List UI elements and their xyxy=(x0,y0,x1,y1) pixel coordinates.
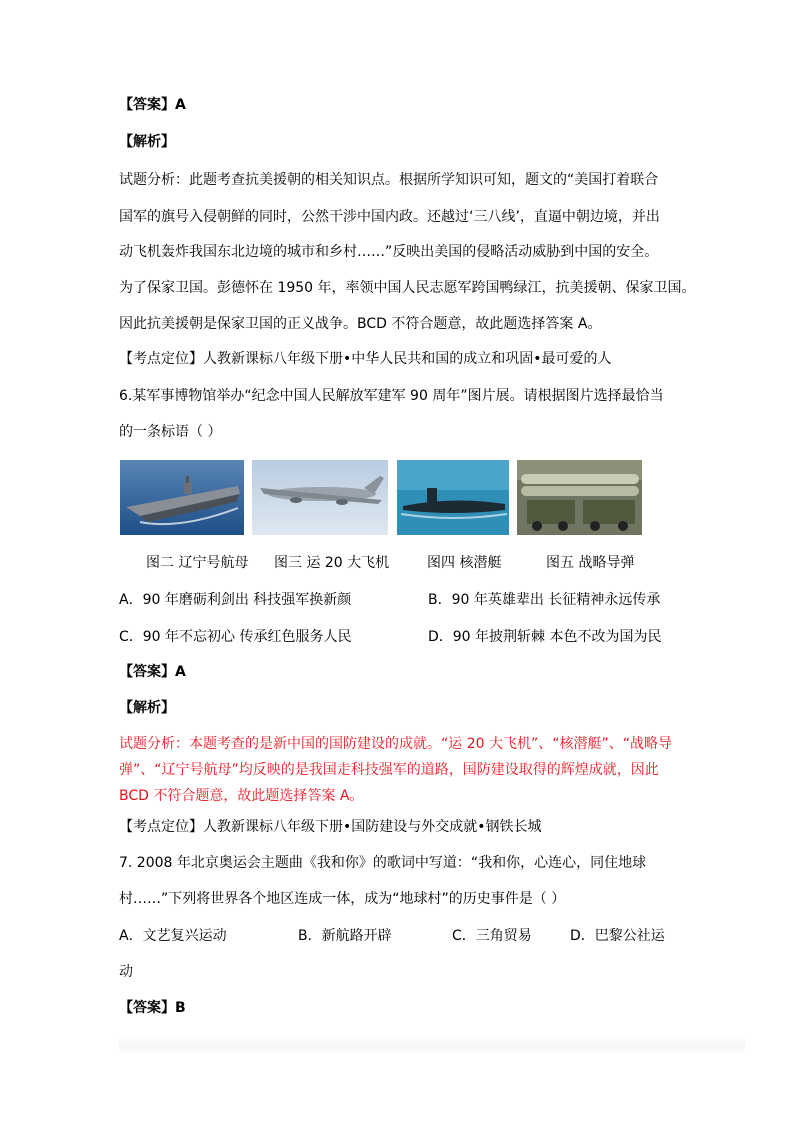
q7-option-c: C．三角贸易 xyxy=(452,928,532,944)
q5-analysis-line: 动飞机轰炸我国东北边境的城市和乡村……”反映出美国的侵略活动威胁到中国的安全。 xyxy=(119,244,659,260)
missile-parade-photo xyxy=(517,460,642,535)
q5-analysis-line: 国军的旗号入侵朝鲜的同时，公然干涉中国内政。还越过‘三八线’，直逼中朝边境，并出 xyxy=(119,209,660,225)
q6-stem: 6.某军事博物馆举办“纪念中国人民解放军建军 90 周年”图片展。请根据图片选择最恰当 xyxy=(119,388,664,404)
q7-option-d: D．巴黎公社运 xyxy=(570,928,665,944)
q7-option-b: B．新航路开辟 xyxy=(298,928,392,944)
q6-analysis-label: 【解析】 xyxy=(119,700,175,716)
q6-option-b: B．90 年英雄辈出 长征精神永远传承 xyxy=(428,592,661,608)
q6-analysis-text: 试题分析：本题考查的是新中国的国防建设的成就。“运 20 大飞机”、“核潜艇”、“战略导弹”、“辽宁号航母”均反映的是我国走科技强军的道路，国防建设取得的辉煌成就，因此 BCD 不符合题意，故此题选择答案 A。 xyxy=(119,736,672,804)
q6-option-c: C．90 年不忘初心 传承红色服务人民 xyxy=(119,629,352,645)
q6-option-a: A．90 年磨砺利剑出 科技强军换新颜 xyxy=(119,592,352,608)
q7-option-wrap: 动 xyxy=(119,964,133,980)
caption-submarine: 图四 核潜艇 xyxy=(427,555,502,571)
q5-analysis-line: 因此抗美援朝是保家卫国的正义战争。BCD 不符合题意，故此题选择答案 A。 xyxy=(119,316,602,332)
page-bottom-shade xyxy=(119,1036,745,1056)
q7-answer-label: 【答案】B xyxy=(119,1000,186,1016)
caption-liaoning: 图二 辽宁号航母 xyxy=(146,555,249,571)
aircraft-carrier-photo xyxy=(120,460,244,535)
q7-option-a: A．文艺复兴运动 xyxy=(119,928,227,944)
q7-stem: 7. 2008 年北京奥运会主题曲《我和你》的歌词中写道：“我和你，心连心，同住地球 xyxy=(119,855,647,871)
q6-option-d: D．90 年披荆斩棘 本色不改为国为民 xyxy=(428,629,662,645)
submarine-photo xyxy=(397,460,509,535)
q5-answer-label: 【答案】A xyxy=(119,97,186,113)
transport-plane-photo xyxy=(252,460,388,535)
caption-y20: 图三 运 20 大飞机 xyxy=(274,555,390,571)
q5-analysis-line: 为了保家卫国。彭德怀在 1950 年，率领中国人民志愿军跨国鸭绿江，抗美援朝、保家卫国。 xyxy=(119,280,696,296)
q7-stem: 村……”下列将世界各个地区连成一体，成为“地球村”的历史事件是（ ） xyxy=(119,891,566,907)
q5-analysis-line: 试题分析：此题考查抗美援朝的相关知识点。根据所学知识可知，题文的“美国打着联合 xyxy=(119,172,659,188)
q6-stem: 的一条标语（ ） xyxy=(119,424,222,440)
q5-kaodian: 【考点定位】人教新课标八年级下册•中华人民共和国的成立和巩固•最可爱的人 xyxy=(119,351,612,367)
caption-missile: 图五 战略导弹 xyxy=(546,555,635,571)
q6-answer-label: 【答案】A xyxy=(119,664,186,680)
q6-kaodian: 【考点定位】人教新课标八年级下册•国防建设与外交成就•钢铁长城 xyxy=(119,819,542,835)
q5-analysis-label: 【解析】 xyxy=(119,134,175,150)
